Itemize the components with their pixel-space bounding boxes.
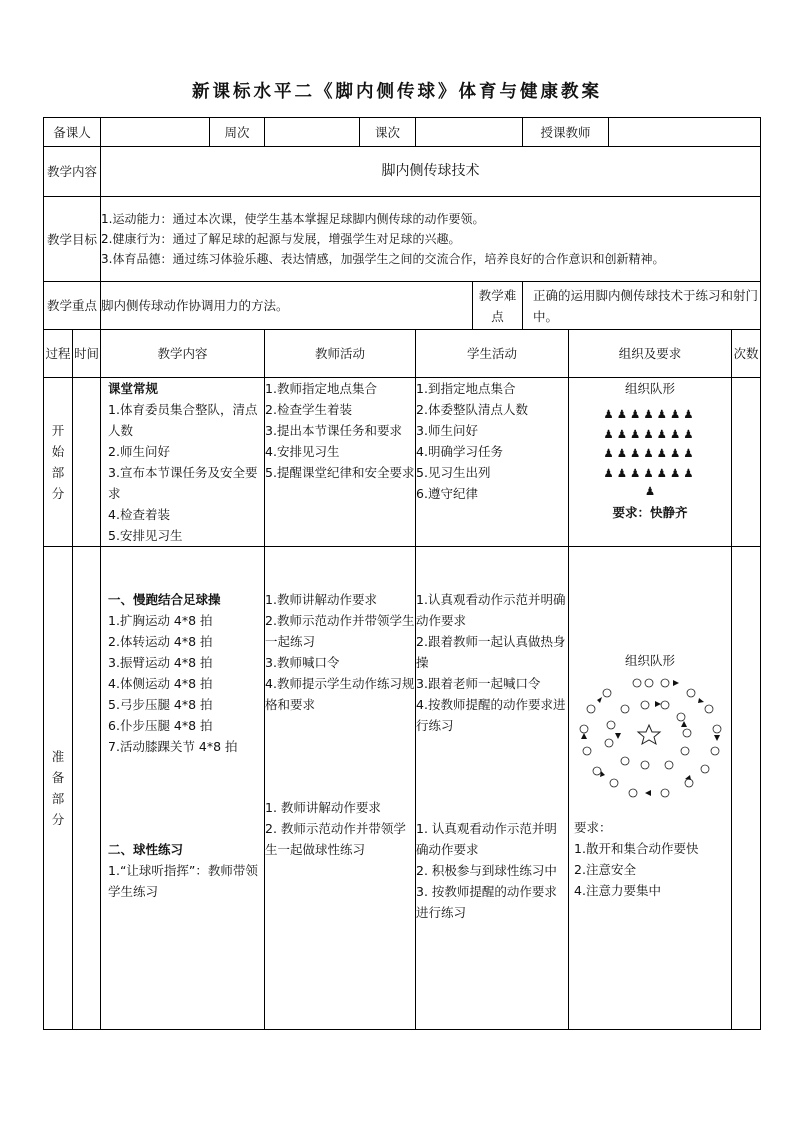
lesson-label: 课次 [360, 118, 416, 147]
goal-item: 3.体育品德：通过练习体验乐趣、表达情感，加强学生之间的交流合作，培养良好的合作意识和创新精神。 [101, 252, 665, 266]
start-teacher [265, 378, 416, 547]
preparer-value [101, 118, 210, 147]
start-content [101, 378, 265, 547]
prep-student-item: 3. 按教师提醒的动作要求进行练习 [416, 884, 557, 920]
start-student-item: 6.遵守纪律 [416, 486, 478, 501]
col-student: 学生活动 [416, 330, 569, 378]
start-content-item: 1.体育委员集合整队，清点人数 [108, 402, 258, 438]
key-point-label: 教学重点 [44, 282, 101, 330]
prep-phase-label: 准备部分 [44, 547, 73, 1030]
start-teacher-item: 4.安排见习生 [265, 444, 340, 459]
prep-count [732, 547, 761, 1030]
page-title: 新课标水平二《脚内侧传球》体育与健康教案 [192, 82, 602, 102]
week-value [265, 118, 360, 147]
start-teacher-item: 5.提醒课堂纪律和安全要求 [265, 465, 415, 480]
goal-item: 2.健康行为：通过了解足球的起源与发展，增强学生对足球的兴趣。 [101, 232, 461, 246]
start-student-item: 2.体委整队清点人数 [416, 402, 528, 417]
direction-arrows-icon [581, 680, 720, 796]
prep-teacher-item: 1.教师讲解动作要求 [265, 592, 377, 607]
prep-teacher-item: 2.教师示范动作并带领学生一起练习 [265, 613, 415, 649]
content-value: 脚内侧传球技术 [101, 147, 761, 197]
prep-teacher-item: 4.教师提示学生动作练习规格和要求 [265, 676, 415, 712]
start-content-heading: 课堂常规 [108, 381, 159, 396]
warmup-item: 2.体转运动 4*8 拍 [108, 634, 213, 649]
prep-content [101, 547, 265, 1030]
week-label: 周次 [210, 118, 265, 147]
warmup-item: 1.扩胸运动 4*8 拍 [108, 613, 213, 628]
start-student-item: 3.师生问好 [416, 423, 478, 438]
difficulty-value: 正确的运用脚内侧传球技术于练习和射门中。 [523, 282, 761, 330]
start-section-row [44, 378, 761, 547]
goals-list [101, 197, 761, 282]
start-organization [569, 378, 732, 547]
teacher-star-icon [638, 725, 660, 744]
prep-student-item: 1.认真观看动作示范并明确动作要求 [416, 592, 566, 628]
lesson-value [416, 118, 523, 147]
col-content: 教学内容 [101, 330, 265, 378]
lesson-plan-table [43, 117, 761, 1030]
student-formation-icon: ♟♟♟♟♟♟♟ ♟♟♟♟♟♟♟ ♟♟♟♟♟♟♟ ♟♟♟♟♟♟♟ [603, 407, 697, 480]
start-teacher-item: 3.提出本节课任务和要求 [265, 423, 402, 438]
start-content-item: 4.检查着装 [108, 507, 170, 522]
start-content-item: 3.宣布本节课任务及安全要求 [108, 465, 258, 501]
warmup-item: 6.仆步压腿 4*8 拍 [108, 718, 213, 733]
start-student-item: 1.到指定地点集合 [416, 381, 516, 396]
prep-org-title: 组织队形 [625, 653, 676, 668]
teacher-value [609, 118, 761, 147]
column-header-row [44, 330, 761, 378]
warmup-item: 7.活动膝踝关节 4*8 拍 [108, 739, 238, 754]
warmup-heading: 一、慢跑结合足球操 [108, 592, 221, 607]
prep-org-req-label: 要求： [574, 820, 612, 835]
col-teacher: 教师活动 [265, 330, 416, 378]
prep-student-item: 1. 认真观看动作示范并明确动作要求 [416, 821, 557, 857]
goals-label: 教学目标 [44, 197, 101, 282]
prep-student-item: 2.跟着教师一起认真做热身操 [416, 634, 566, 670]
prep-teacher-item: 1. 教师讲解动作要求 [265, 800, 381, 815]
prep-student-item: 4.按教师提醒的动作要求进行练习 [416, 697, 566, 733]
header-row [44, 118, 761, 147]
start-student-item: 5.见习生出列 [416, 465, 491, 480]
start-teacher-item: 2.检查学生着装 [265, 402, 352, 417]
col-organization: 组织及要求 [569, 330, 732, 378]
content-row [44, 147, 761, 197]
prep-student-item: 2. 积极参与到球性练习中 [416, 863, 557, 878]
prep-org-req-item: 4.注意力要集中 [574, 883, 661, 898]
warmup-item: 4.体侧运动 4*8 拍 [108, 676, 213, 691]
start-student-item: 4.明确学习任务 [416, 444, 503, 459]
prep-time [73, 547, 101, 1030]
prep-teacher-item: 3.教师喊口令 [265, 655, 340, 670]
start-student [416, 378, 569, 547]
goal-item: 1.运动能力：通过本次课，使学生基本掌握足球脚内侧传球的动作要领。 [101, 212, 485, 226]
start-teacher-item: 1.教师指定地点集合 [265, 381, 377, 396]
prep-org-req-item: 1.散开和集合动作要快 [574, 841, 699, 856]
warmup-item: 5.弓步压腿 4*8 拍 [108, 697, 213, 712]
difficulty-label: 教学难点 [473, 282, 523, 330]
start-content-item: 5.安排见习生 [108, 528, 183, 543]
col-process: 过程 [44, 330, 73, 378]
prep-teacher [265, 547, 416, 1030]
content-label: 教学内容 [44, 147, 101, 197]
prep-student [416, 547, 569, 1030]
col-time: 时间 [73, 330, 101, 378]
ball-item: 1.“让球听指挥”：教师带领学生练习 [108, 863, 258, 899]
start-phase-label: 开始部分 [44, 378, 73, 547]
warmup-item: 3.振臂运动 4*8 拍 [108, 655, 213, 670]
col-count: 次数 [732, 330, 761, 378]
start-org-requirement: 要求：快静齐 [612, 505, 688, 520]
prep-org-req-item: 2.注意安全 [574, 862, 636, 877]
preparer-label: 备课人 [44, 118, 101, 147]
prep-section-row [44, 547, 761, 1030]
prep-student-item: 3.跟着老师一起喊口令 [416, 676, 541, 691]
start-count [732, 378, 761, 547]
circle-formation-diagram [569, 671, 732, 811]
ball-heading: 二、球性练习 [108, 842, 184, 857]
start-content-item: 2.师生问好 [108, 444, 170, 459]
goals-row [44, 197, 761, 282]
teacher-label: 授课教师 [523, 118, 609, 147]
start-org-title: 组织队形 [625, 381, 676, 396]
prep-teacher-item: 2. 教师示范动作并带领学生一起做球性练习 [265, 821, 406, 857]
outer-ring-students-icon [580, 679, 721, 797]
start-time [73, 378, 101, 547]
prep-organization [569, 547, 732, 1030]
focus-row [44, 282, 761, 330]
key-point-value: 脚内侧传球动作协调用力的方法。 [101, 282, 473, 330]
teacher-position-icon: ♟ [644, 484, 656, 498]
